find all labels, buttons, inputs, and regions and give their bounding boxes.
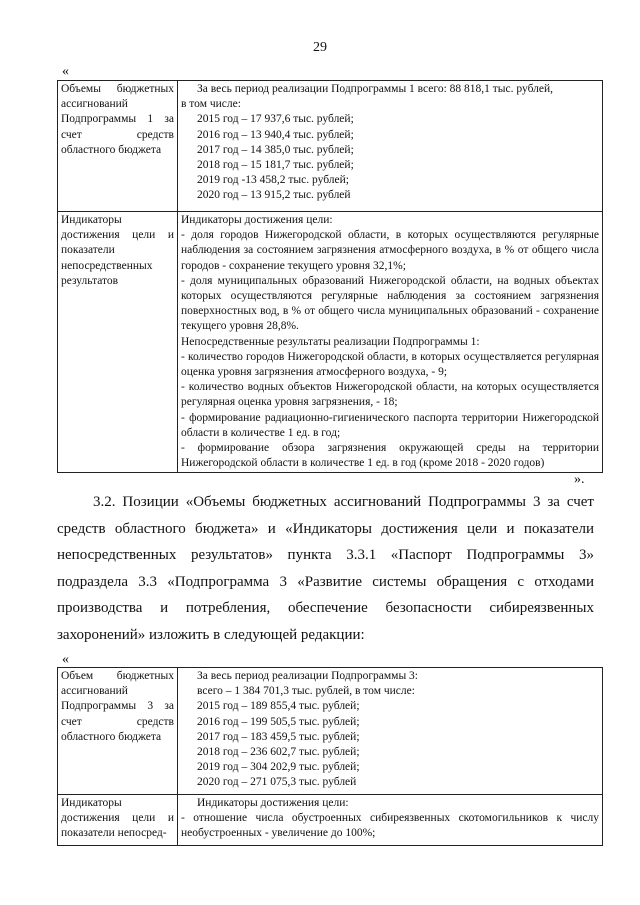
budget-year-line: 2015 год – 189 855,4 тыс. рублей; [197, 700, 360, 713]
indicator-line: - формирование радиационно-гигиенического паспорта территории Нижегородской области в количестве 1 ед. в год; [181, 411, 599, 439]
indicator-line: - количество городов Нижегородской области, в которых осуществляется регулярная оценка уровня загрязнения атмосферного воздуха, - 9; [181, 350, 599, 379]
table-row [58, 81, 603, 212]
indicators-value-cell [178, 212, 603, 473]
budget-year-line: 2019 год – 304 202,9 тыс. рублей; [197, 761, 360, 774]
page-number: 29 [313, 40, 327, 55]
budget-year-line: 2017 год – 14 385,0 тыс. рублей; [197, 143, 354, 156]
indicator-line: Индикаторы достижения цели: [181, 214, 333, 226]
indicators-label-cell: Индикаторы достижения цели и показатели непосредственных результатов [58, 212, 178, 473]
indicator-line: - доля муниципальных образований Нижегородской области, на водных объектах которых осуществляются регулярные наблюдения за состоянием загрязнения поверхностных вод, в % от общего числа муниципальных образований - сохранение текущего уровня 28,8%. [181, 274, 599, 333]
indicator-line: - количество водных объектов Нижегородской области, на которых осуществляется регулярная оценка уровня загрязнения, - 18; [181, 381, 599, 409]
table-subprogram-3 [57, 667, 603, 846]
budget-year-line: 2016 год – 13 940,4 тыс. рублей; [197, 128, 354, 141]
budget-line: За весь период реализации Подпрограммы 3: [197, 670, 419, 682]
open-quote-2: « [62, 652, 69, 667]
close-quote: ». [574, 472, 585, 487]
open-quote-1: « [62, 64, 69, 79]
indicator-line: - отношение числа обустроенных сибиреязвенных скотомогильников к числу необустроенных - увеличение до 100%; [181, 812, 599, 840]
budget-year-line: 2016 год – 199 505,5 тыс. рублей; [197, 715, 360, 728]
budget-year-line: 2019 год -13 458,2 тыс. рублей; [197, 174, 349, 187]
table-row [58, 668, 603, 795]
budget-total-line: всего – 1 384 701,3 тыс. рублей, в том числе: [197, 685, 415, 698]
indicator-line: Непосредственные результаты реализации Подпрограммы 1: [181, 335, 480, 348]
budget-value-cell [178, 668, 603, 795]
budget-year-line: 2015 год – 17 937,6 тыс. рублей; [197, 113, 354, 126]
budget-year-line: 2018 год – 236 602,7 тыс. рублей; [197, 746, 360, 759]
indicator-line: - доля городов Нижегородской области, в которых осуществляются регулярные наблюдения за состоянием загрязнения атмосферного воздуха, в % от общего числа городов - сохранение текущего уровня 32,1%; [181, 229, 599, 272]
indicator-line: - формирование обзора загрязнения окружающей среды на территории Нижегородской области в количестве 1 ед. в год (кроме 2018 - 2020 годов) [181, 442, 599, 470]
body-paragraph [57, 489, 594, 648]
budget-label-cell: Объемы бюджетных ассигнований Подпрограммы 1 за счет средств областного бюджета [58, 81, 178, 212]
budget-total-line: За весь период реализации Подпрограммы 1 всего: 88 818,1 тыс. рублей, [197, 83, 554, 95]
indicators-value-cell [178, 795, 603, 846]
paragraph-3-2: 3.2. Позиции «Объемы бюджетных ассигнований Подпрограммы 3 за счет средств областного бюджета» и «Индикаторы достижения цели и показатели непосредственных результатов» пункта 3.3.1 «Паспорт Подпрограммы 3» подраздела 3.3 «Подпрограмма 3 «Развитие системы обращения с отходами производства и потребления, обеспечение безопасности сибиреязвенных захоронений» изложить в следующей редакции: [57, 494, 594, 643]
indicator-line: Индикаторы достижения цели: [197, 797, 349, 809]
budget-year-line: 2020 год – 271 075,3 тыс. рублей [197, 776, 357, 789]
table-row [58, 212, 603, 473]
budget-line: в том числе: [181, 98, 241, 111]
budget-label-cell: Объем бюджетных ассигнований Подпрограммы 3 за счет средств областного бюджета [58, 668, 178, 795]
budget-year-line: 2017 год – 183 459,5 тыс. рублей; [197, 730, 360, 743]
budget-value-cell [178, 81, 603, 212]
budget-year-line: 2018 год – 15 181,7 тыс. рублей; [197, 159, 354, 172]
table-row [58, 795, 603, 846]
budget-year-line: 2020 год – 13 915,2 тыс. рублей [197, 189, 351, 202]
indicators-label-cell: Индикаторы достижения цели и показатели непосред- [58, 795, 178, 846]
table-subprogram-1 [57, 80, 603, 473]
